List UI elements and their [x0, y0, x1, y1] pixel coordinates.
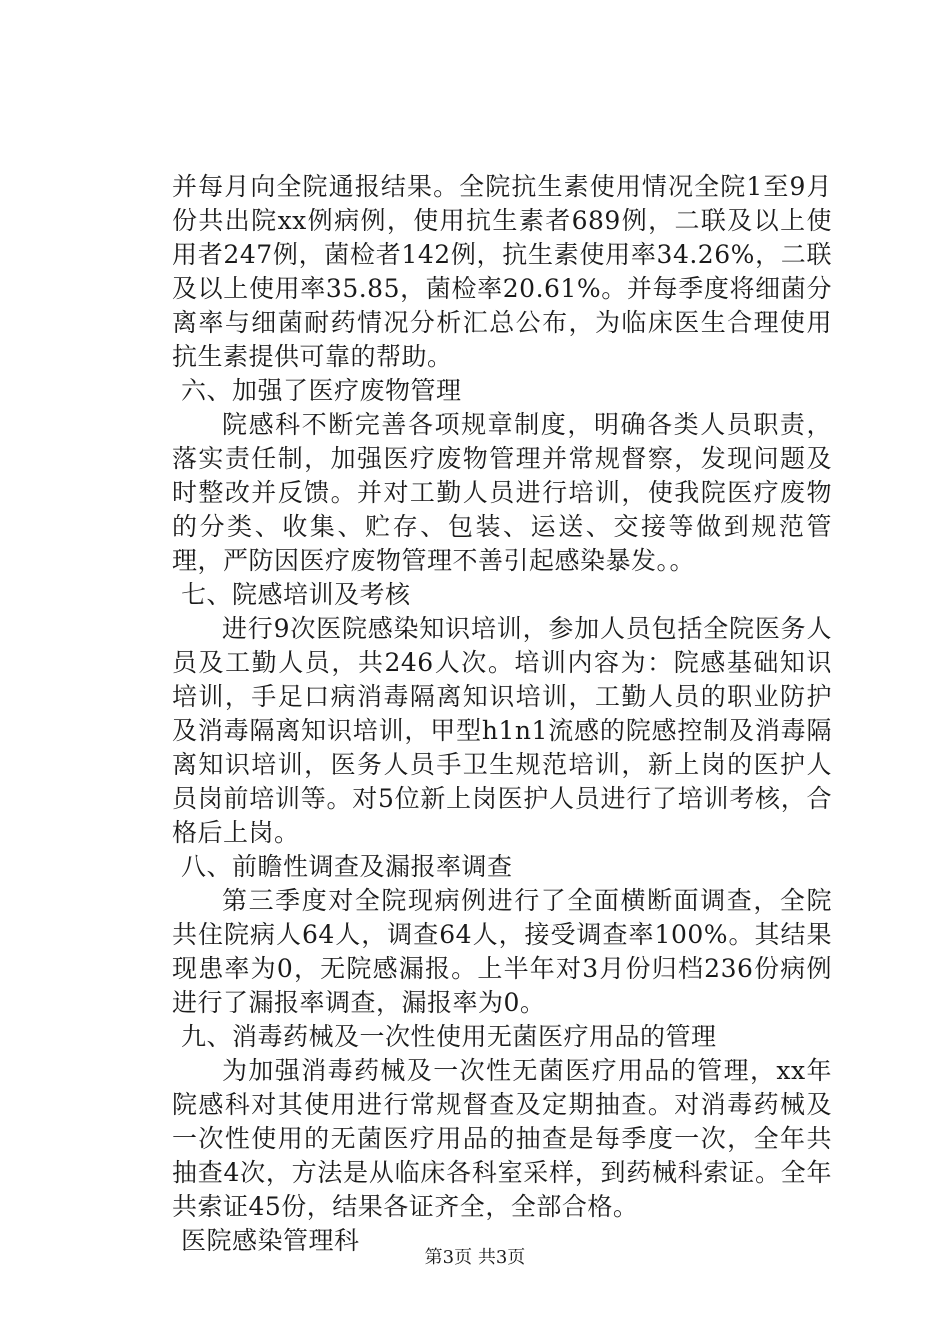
- section-heading-survey: 八、前瞻性调查及漏报率调查: [181, 852, 513, 881]
- page-number-footer: 第3页 共3页: [424, 1247, 526, 1268]
- paragraph-antibiotic-stats: 并每月向全院通报结果。全院抗生素使用情况全院1至9月份共出院xx例病例，使用抗生素者689例，二联及以上使用者247例，菌检者142例，抗生素使用率34.26%，二联及以上使用率35.85，菌检率20.61%。并每季度将细菌分离率与细菌耐药情况分析汇总公布，为临床医生合理使用抗生素提供可靠的帮助。: [172, 172, 832, 371]
- section-heading-training: 七、院感培训及考核: [181, 580, 411, 609]
- document-body: [172, 170, 832, 1258]
- paragraph-medical-waste: 院感科不断完善各项规章制度，明确各类人员职责，落实责任制，加强医疗废物管理并常规督察，发现问题及时整改并反馈。并对工勤人员进行培训，使我院医疗废物的分类、收集、贮存、包装、运送、交接等做到规范管理，严防因医疗废物管理不善引起感染暴发。。: [172, 410, 832, 575]
- section-heading-disinfection: 九、消毒药械及一次性使用无菌医疗用品的管理: [181, 1022, 717, 1051]
- paragraph-survey: 第三季度对全院现病例进行了全面横断面调查，全院共住院病人64人，调查64人，接受调查率100%。其结果现患率为0，无院感漏报。上半年对3月份归档236份病例进行了漏报率调查，漏报率为0。: [172, 886, 832, 1017]
- paragraph-training: 进行9次医院感染知识培训，参加人员包括全院医务人员及工勤人员，共246人次。培训内容为：院感基础知识培训，手足口病消毒隔离知识培训，工勤人员的职业防护及消毒隔离知识培训，甲型h1n1流感的院感控制及消毒隔离知识培训，医务人员手卫生规范培训，新上岗的医护人员岗前培训等。对5位新上岗医护人员进行了培训考核，合格后上岗。: [172, 614, 832, 847]
- paragraph-disinfection: 为加强消毒药械及一次性无菌医疗用品的管理，xx年院感科对其使用进行常规督查及定期抽查。对消毒药械及一次性使用的无菌医疗用品的抽查是每季度一次，全年共抽查4次，方法是从临床各科室采样，到药械科索证。全年共索证45份，结果各证齐全，全部合格。: [172, 1056, 832, 1221]
- section-heading-medical-waste: 六、加强了医疗废物管理: [181, 376, 462, 405]
- signature-department: 医院感染管理科: [181, 1226, 360, 1255]
